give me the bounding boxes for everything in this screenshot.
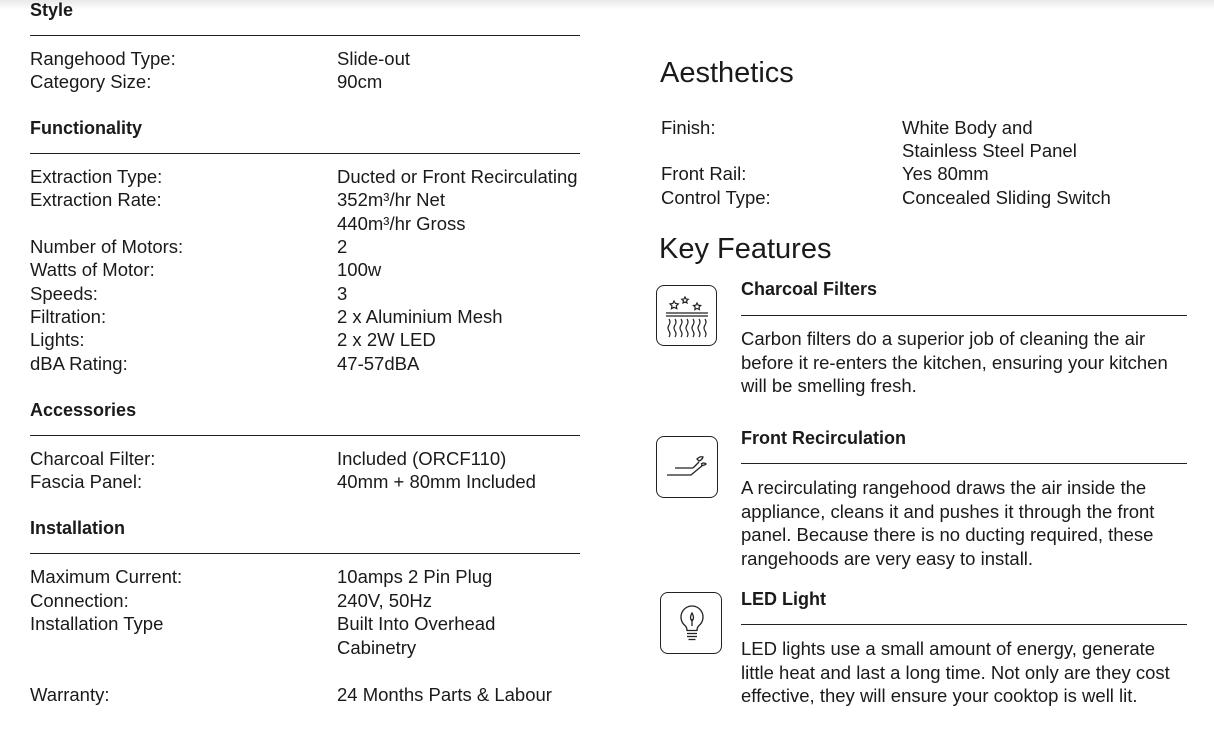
spec-value: 2 x 2W LED — [337, 329, 436, 350]
spec-value: 100w — [337, 259, 382, 280]
divider — [30, 435, 580, 436]
led-bulb-icon — [660, 592, 722, 654]
divider — [30, 553, 580, 554]
spec-value: 24 Months Parts & Labour — [337, 684, 552, 705]
section-title-style: Style — [30, 0, 74, 20]
spec-label: Category Size: — [30, 71, 152, 92]
feature-description: Carbon filters do a superior job of cleaning the air before it re-enters the kitchen, ensuring your kitchen will be smelling fresh. — [741, 328, 1168, 396]
top-shadow — [0, 0, 1214, 10]
spec-value: 10amps 2 Pin Plug — [337, 566, 493, 587]
spec-value: White Body and — [902, 117, 1033, 138]
feature-title: LED Light — [741, 589, 826, 609]
spec-label: Connection: — [30, 590, 129, 611]
spec-label: Filtration: — [30, 306, 107, 327]
spec-label: Charcoal Filter: — [30, 448, 156, 469]
spec-value: 40mm + 80mm Included — [337, 471, 536, 492]
spec-value: 2 — [337, 236, 348, 257]
spec-value: 440m³/hr Gross — [337, 213, 466, 234]
spec-label: Extraction Type: — [30, 166, 163, 187]
feature-description: LED lights use a small amount of energy, generate little heat and last a long time. Not only are they cost effective, they will ensure your cooktop is well lit. — [741, 638, 1170, 706]
spec-label: Warranty: — [30, 684, 110, 705]
key-features-heading: Key Features — [659, 233, 832, 265]
spec-value: 2 x Aluminium Mesh — [337, 306, 503, 327]
spec-label: dBA Rating: — [30, 353, 128, 374]
spec-label: Finish: — [661, 117, 716, 138]
aesthetics-heading: Aesthetics — [660, 57, 794, 89]
spec-label: Installation Type — [30, 613, 164, 634]
spec-label: Fascia Panel: — [30, 471, 143, 492]
feature-title: Charcoal Filters — [741, 279, 878, 299]
spec-label: Front Rail: — [661, 163, 747, 184]
spec-value: 47-57dBA — [337, 353, 420, 374]
feature-description: A recirculating rangehood draws the air inside the appliance, cleans it and pushes it through the front panel. Because there is no ducting required, these rangehoods are very easy to install. — [741, 477, 1155, 569]
spec-value: Included (ORCF110) — [337, 448, 507, 469]
spec-label: Watts of Motor: — [30, 259, 155, 280]
divider — [741, 315, 1187, 316]
divider — [741, 463, 1187, 464]
spec-value: Cabinetry — [337, 637, 417, 658]
section-title-functionality: Functionality — [30, 118, 142, 138]
spec-label: Lights: — [30, 329, 85, 350]
divider — [741, 624, 1187, 625]
spec-value: Yes 80mm — [902, 163, 989, 184]
spec-value: 352m³/hr Net — [337, 189, 445, 210]
spec-value: 240V, 50Hz — [337, 590, 432, 611]
spec-label: Extraction Rate: — [30, 189, 162, 210]
spec-value: Ducted or Front Recirculating — [337, 166, 578, 187]
spec-value: Slide-out — [337, 48, 411, 69]
spec-value: Concealed Sliding Switch — [902, 187, 1111, 208]
recirculation-icon — [656, 436, 718, 498]
section-title-accessories: Accessories — [30, 400, 137, 420]
spec-label: Rangehood Type: — [30, 48, 176, 69]
divider — [30, 153, 580, 154]
section-title-installation: Installation — [30, 518, 126, 538]
spec-value: 3 — [337, 283, 348, 304]
spec-label: Number of Motors: — [30, 236, 184, 257]
divider — [30, 35, 580, 36]
spec-value: 90cm — [337, 71, 383, 92]
spec-value: Built Into Overhead — [337, 613, 496, 634]
spec-value: Stainless Steel Panel — [902, 140, 1077, 161]
feature-title: Front Recirculation — [741, 428, 907, 448]
spec-label: Maximum Current: — [30, 566, 183, 587]
charcoal-filter-icon — [656, 285, 717, 346]
spec-label: Control Type: — [661, 187, 771, 208]
spec-label: Speeds: — [30, 283, 98, 304]
